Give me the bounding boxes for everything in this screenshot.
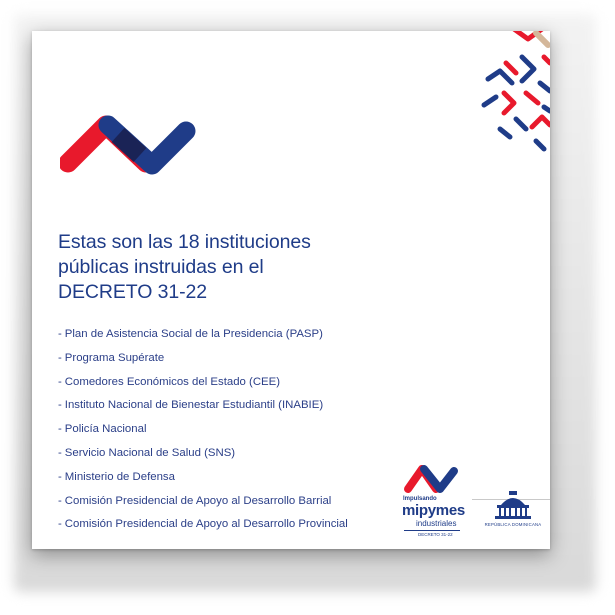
- wave-logo-icon: [60, 111, 200, 181]
- headline-line-2: públicas instruidas en el: [58, 256, 264, 278]
- headline: [58, 230, 358, 305]
- list-item: - Policía Nacional: [58, 423, 147, 436]
- list-bullet: -: [58, 351, 62, 364]
- palace-dome-icon: [487, 489, 539, 521]
- post-card: [32, 31, 550, 549]
- list-bullet: -: [58, 518, 62, 531]
- list-bullet: -: [58, 399, 62, 412]
- list-bullet: -: [58, 423, 62, 436]
- mipymes-divider: [404, 530, 460, 531]
- government-name: REPÚBLICA DOMINICANA: [484, 522, 542, 527]
- list-item: - Ministerio de Defensa: [58, 470, 175, 483]
- government-seal-icon: [484, 489, 542, 549]
- mipymes-tagline: Impulsando: [403, 496, 437, 502]
- list-item: - Comisión Presidencial de Apoyo al Desarrollo Provincial: [58, 518, 348, 531]
- list-item: - Servicio Nacional de Salud (SNS): [58, 446, 236, 459]
- institutions-list: [58, 327, 348, 541]
- list-bullet: -: [58, 446, 62, 459]
- headline-line-3: DECRETO 31-22: [58, 281, 207, 303]
- list-bullet: -: [58, 328, 62, 340]
- mipymes-brand: mipymes: [402, 502, 465, 519]
- mipymes-logo-icon: [400, 457, 466, 547]
- list-item: - Plan de Asistencia Social de la Presidencia (PASP): [58, 328, 323, 340]
- headline-line-1: Estas son las 18 instituciones: [58, 231, 311, 253]
- mipymes-mark-icon: [400, 457, 466, 497]
- corner-pattern-icon: [470, 31, 550, 156]
- list-item: - Programa Supérate: [58, 351, 165, 364]
- list-item: - Instituto Nacional de Bienestar Estudiantil (INABIE): [58, 399, 324, 412]
- list-bullet: -: [58, 375, 62, 388]
- list-item: - Comedores Económicos del Estado (CEE): [58, 375, 281, 388]
- mipymes-sub: industriales: [416, 519, 457, 528]
- mipymes-decree: DECRETO 31-22: [418, 532, 453, 537]
- list-bullet: -: [58, 470, 62, 483]
- list-bullet: -: [58, 494, 62, 507]
- list-item: - Comisión Presidencial de Apoyo al Desarrollo Barrial: [58, 494, 332, 507]
